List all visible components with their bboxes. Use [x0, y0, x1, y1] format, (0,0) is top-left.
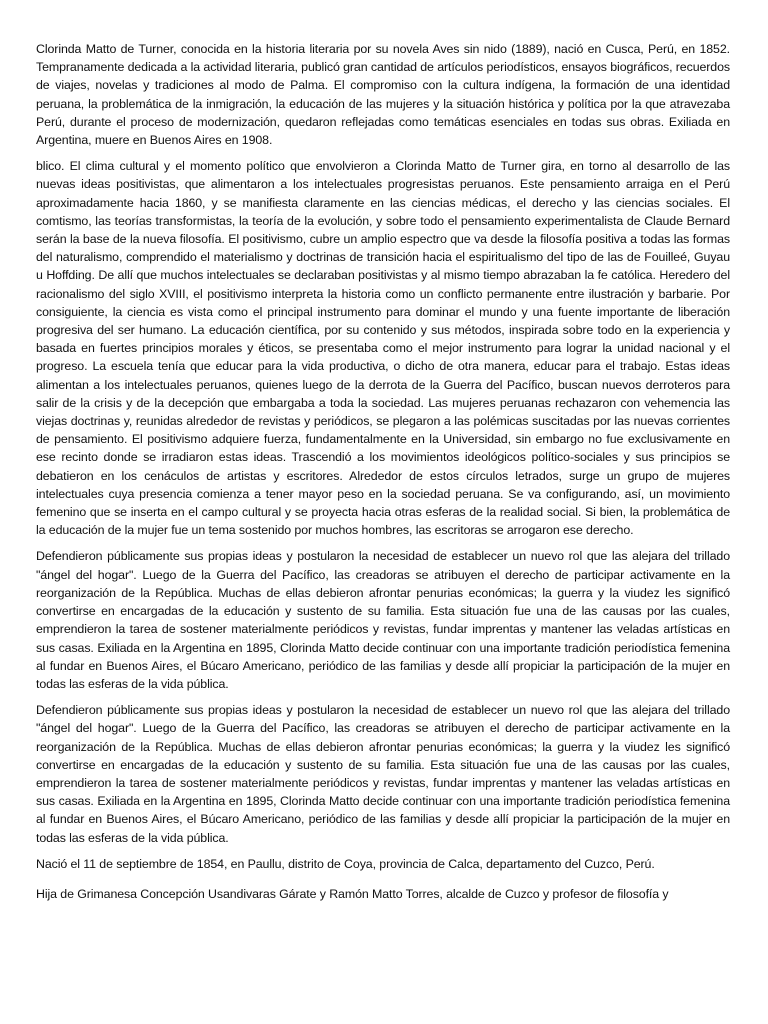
paragraph-positivism: blico. El clima cultural y el momento político que envolvieron a Clorinda Matto de Turner gira, en torno al desarrollo de las nuevas ideas positivistas, que alimentaron a los intelectuales progresistas peruanos. Este pensamiento arraiga en el Perú aproximadamente hacia 1860, y se manifiesta claramente en las ciencias médicas, el derecho y las ciencias sociales. El comtismo, las teorías transformistas, la teoría de la evolución, y sobre todo el pensamiento experimentalista de Claude Bernard serán la base de la nueva filosofía. El positivismo, cubre un amplio espectro que va desde la filosofía positiva a todas las formas del naturalismo, comprendido el materialismo y doctrinas de transición hacia el espiritualismo del tipo de las de Fouilleé, Guyau u Hoffding. De allí que muchos intelectuales se declaraban positivistas y al mismo tiempo abrazaban la fe católica. Heredero del racionalismo del siglo XVIII, el positivismo interpreta la historia como un conflicto permanente entre ilustración y barbarie. Por consiguiente, la ciencia es vista como el principal instrumento para dominar el mundo y una fuente importante de liberación progresiva del ser humano. La educación científica, por su contenido y sus métodos, inspirada sobre todo en la experiencia y basada en fuertes principios morales y éticos, se presentaba como el mejor instrumento para lograr la unidad nacional y el progreso. La escuela tenía que educar para la vida productiva, o dicho de otra manera, educar para el trabajo. Estas ideas alimentan a los intelectuales peruanos, quienes luego de la derrota de la Guerra del Pacífico, buscan nuevos derroteros para salir de la crisis y de la decepción que embargaba a toda la sociedad. Las mujeres peruanas rechazaron con vehemencia las viejas doctrinas y, reunidas alrededor de revistas y periódicos, se plegaron a las polémicas suscitadas por las nuevas corrientes de pensamiento. El positivismo adquiere fuerza, fundamentalmente en la Universidad, sin embargo no fue exclusivamente en ese recinto donde se irradiaron estas ideas. Trascendió a los movimientos ideológicos político-sociales y sus principios se debatieron en los cenáculos de artistas y escritores. Alrededor de estos círculos letrados, surge un grupo de mujeres intelectuales cuya presencia comienza a tener mayor peso en la sociedad peruana. Se va configurando, así, un movimiento femenino que se inserta en el campo cultural y se proyecta hacia otras esferas de la realidad social. Si bien, la problemática de la educación de la mujer fue un tema sostenido por muchos hombres, las escritoras se arrogaron ese derecho.: [36, 159, 730, 538]
paragraph-parents: Hija de Grimanesa Concepción Usandivaras Gárate y Ramón Matto Torres, alcalde de Cuzco y profesor de filosofía y: [36, 886, 669, 901]
paragraph-birth: Nació el 11 de septiembre de 1854, en Paullu, distrito de Coya, provincia de Calca, departamento del Cuzco, Perú.: [36, 856, 655, 871]
paragraph-defendieron-2: Defendieron públicamente sus propias ideas y postularon la necesidad de establecer un nuevo rol que las alejara del trillado "ángel del hogar". Luego de la Guerra del Pacífico, las creadoras se atribuyen el derecho de participar activamente en la reorganización de la República. Muchas de ellas debieron afrontar penurias económicas; la guerra y la viudez les significó convertirse en encargadas de la educación y sustento de su familia. Esta situación fue una de las causas por las cuales, emprendieron la tarea de sostener materialmente periódicos y revistas, fundar imprentas y mantener las veladas artísticas en sus casas. Exiliada en la Argentina en 1895, Clorinda Matto decide continuar con una importante tradición periodística femenina al fundar en Buenos Aires, el Búcaro Americano, periódico de las familias y desde allí propiciar la participación de la mujer en todas las esferas de la vida pública.: [36, 703, 730, 845]
document-page: [36, 40, 730, 911]
paragraph-intro: Clorinda Matto de Turner, conocida en la historia literaria por su novela Aves sin nido (1889), nació en Cusca, Perú, en 1852. Tempranamente dedicada a la actividad literaria, publicó gran cantidad de artículos periodísticos, ensayos biográficos, recuerdos de viajes, novelas y tradiciones al modo de Palma. El compromiso con la cultura indígena, la formación de una identidad peruana, la problemática de la inmigración, la educación de las mujeres y la situación histórica y política por la que atravezaba Perú, durante el proceso de modernización, quedaron reflejadas como temáticas esenciales en todas sus obras. Exiliada en Argentina, muere en Buenos Aires en 1908.: [36, 42, 730, 148]
paragraph-defendieron-1: Defendieron públicamente sus propias ideas y postularon la necesidad de establecer un nuevo rol que las alejara del trillado "ángel del hogar". Luego de la Guerra del Pacífico, las creadoras se atribuyen el derecho de participar activamente en la reorganización de la República. Muchas de ellas debieron afrontar penurias económicas; la guerra y la viudez les significó convertirse en encargadas de la educación y sustento de su familia. Esta situación fue una de las causas por las cuales, emprendieron la tarea de sostener materialmente periódicos y revistas, fundar imprentas y mantener las veladas artísticas en sus casas. Exiliada en la Argentina en 1895, Clorinda Matto decide continuar con una importante tradición periodística femenina al fundar en Buenos Aires, el Búcaro Americano, periódico de las familias y desde allí propiciar la participación de la mujer en todas las esferas de la vida pública.: [36, 549, 730, 691]
